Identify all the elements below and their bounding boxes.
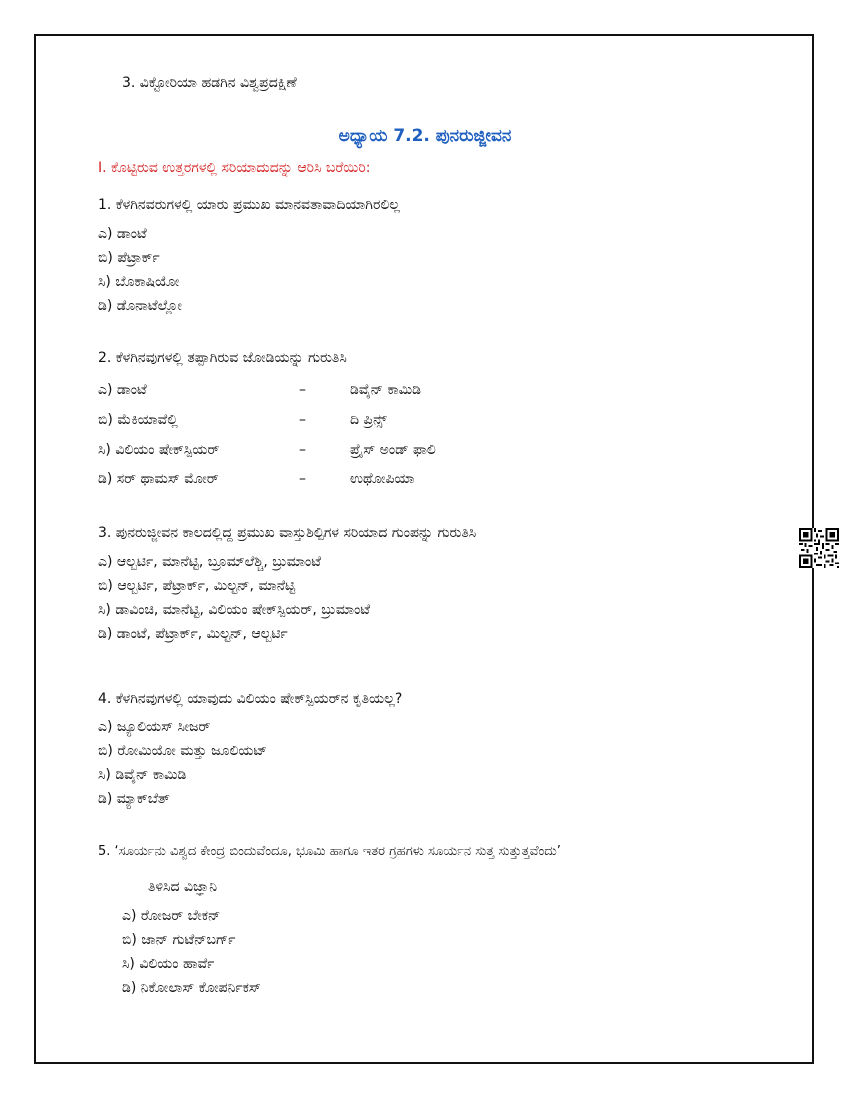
q3-option-a: ಎ) ಆಲ್ಬರ್ಟಿ, ಮಾನೆಟ್ಟಿ, ಬ್ರೂಮ್‌ಲೆಶ್ಚಿ, ಬ್ರುಮಾಂಟೆ bbox=[98, 554, 321, 570]
q2-pair-b-right: ದಿ ಪ್ರಿನ್ಸ್ bbox=[350, 412, 387, 428]
question-5: 5. ‘ಸೂರ್ಯನು ವಿಶ್ವದ ಕೇಂದ್ರ ಬಿಂದುವೆಂದೂ, ಭೂಮಿ ಹಾಗೂ ಇತರ ಗ್ರಹಗಳು ಸೂರ್ಯನ ಸುತ್ತ ಸುತ್ತುತ್ತವೆಂದು’ bbox=[98, 844, 561, 859]
q2-pair-c-dash: – bbox=[299, 442, 306, 458]
q4-option-b: ಬಿ) ರೋಮಿಯೋ ಮತ್ತು ಜೂಲಿಯಟ್ bbox=[98, 743, 268, 759]
q4-option-c: ಸಿ) ಡಿವೈನ್ ಕಾಮಿಡಿ bbox=[98, 767, 187, 783]
q5-option-b: ಬಿ) ಜಾನ್ ಗುಟೆನ್‌ಬರ್ಗ್ bbox=[122, 932, 236, 948]
chapter-heading: ಅಧ್ಯಾಯ 7.2. ಪುನರುಜ್ಜೀವನ bbox=[338, 126, 512, 146]
qr-code-icon bbox=[799, 528, 839, 568]
q2-pair-d-dash: – bbox=[299, 471, 306, 487]
q2-pair-b-dash: – bbox=[299, 412, 306, 428]
q2-pair-a-left: ಎ) ಡಾಂಟೆ bbox=[98, 382, 147, 398]
q2-pair-a-right: ಡಿವೈನ್ ಕಾಮಿಡಿ bbox=[350, 382, 421, 398]
q4-option-a: ಎ) ಜ್ಯೂಲಿಯಸ್ ಸೀಜರ್ bbox=[98, 719, 211, 735]
q5-option-c: ಸಿ) ವಿಲಿಯಂ ಹಾರ್ವೆ bbox=[122, 956, 215, 972]
q5-option-a: ಎ) ರೋಜರ್ ಬೇಕನ್ bbox=[122, 908, 221, 924]
question-1: 1. ಕೆಳಗಿನವರುಗಳಲ್ಲಿ ಯಾರು ಪ್ರಮುಖ ಮಾನವತಾವಾದಿಯಾಗಿರಲಿಲ್ಲ bbox=[98, 197, 401, 213]
instruction: I. ಕೊಟ್ಟಿರುವ ಉತ್ತರಗಳಲ್ಲಿ ಸರಿಯಾದುದನ್ನು ಆರಿಸಿ ಬರೆಯಿರಿ: bbox=[98, 160, 371, 176]
question-5-continuation: ತಿಳಿಸಿದ ವಿಜ್ಞಾನಿ bbox=[148, 879, 218, 895]
q1-option-b: ಬಿ) ಪೆಟ್ರಾರ್ಕ್ bbox=[98, 250, 160, 266]
q1-option-c: ಸಿ) ಬೊಕಾಷಿಯೋ bbox=[98, 274, 180, 290]
question-3: 3. ಪುನರುಜ್ಜೀವನ ಕಾಲದಲ್ಲಿದ್ದ ಪ್ರಮುಖ ವಾಸ್ತುಶಿಲ್ಪಿಗಳ ಸರಿಯಾದ ಗುಂಪನ್ನು ಗುರುತಿಸಿ bbox=[98, 525, 477, 541]
q2-pair-d-left: ಡಿ) ಸರ್ ಥಾಮಸ್ ಮೋರ್ bbox=[98, 471, 219, 487]
q2-pair-c-right: ಪ್ರೈಸ್ ಅಂಡ್ ಫಾಲಿ bbox=[350, 442, 436, 458]
q3-option-d: ಡಿ) ಡಾಂಟೆ, ಪೆಟ್ರಾರ್ಕ್, ಮಿಲ್ಟನ್, ಆಲ್ಬರ್ಟಿ bbox=[98, 626, 288, 642]
q4-option-d: ಡಿ) ಮ್ಯಾಕ್‌ಬೆತ್ bbox=[98, 791, 170, 807]
question-4: 4. ಕೆಳಗಿನವುಗಳಲ್ಲಿ ಯಾವುದು ವಿಲಿಯಂ ಷೇಕ್‌ಸ್ಪಿಯರ್‌ನ ಕೃತಿಯಲ್ಲ? bbox=[98, 691, 403, 707]
q1-option-a: ಎ) ಡಾಂಟೆ bbox=[98, 226, 147, 242]
previous-item: 3. ವಿಕ್ಟೋರಿಯಾ ಹಡಗಿನ ವಿಶ್ವಪ್ರದಕ್ಷಿಣೆ bbox=[122, 75, 297, 91]
q3-option-b: ಬಿ) ಆಲ್ಬರ್ಟಿ, ಪೆಟ್ರಾರ್ಕ್, ಮಿಲ್ಟನ್, ಮಾನೆಟ್ಟಿ bbox=[98, 578, 296, 594]
q2-pair-b-left: ಬಿ) ಮೆಕಿಯಾವೆಲ್ಲಿ bbox=[98, 412, 178, 428]
question-2: 2. ಕೆಳಗಿನವುಗಳಲ್ಲಿ ತಪ್ಪಾಗಿರುವ ಜೋಡಿಯನ್ನು ಗುರುತಿಸಿ bbox=[98, 350, 347, 366]
q1-option-d: ಡಿ) ಡೊನಾಟೆಲ್ಲೋ bbox=[98, 298, 182, 314]
q2-pair-c-left: ಸಿ) ವಿಲಿಯಂ ಷೇಕ್‌ಸ್ಪಿಯರ್ bbox=[98, 442, 220, 458]
q2-pair-a-dash: – bbox=[299, 382, 306, 398]
q3-option-c: ಸಿ) ಡಾವಿಂಚಿ, ಮಾನೆಟ್ಟಿ, ವಿಲಿಯಂ ಷೇಕ್‌ಸ್ಪಿಯರ್, ಬ್ರುಮಾಂಟೆ bbox=[98, 602, 371, 618]
q5-option-d: ಡಿ) ನಿಕೋಲಾಸ್ ಕೋಪರ್ನಿಕಸ್ bbox=[122, 980, 261, 996]
q2-pair-d-right: ಉಥೋಪಿಯಾ bbox=[350, 471, 415, 487]
